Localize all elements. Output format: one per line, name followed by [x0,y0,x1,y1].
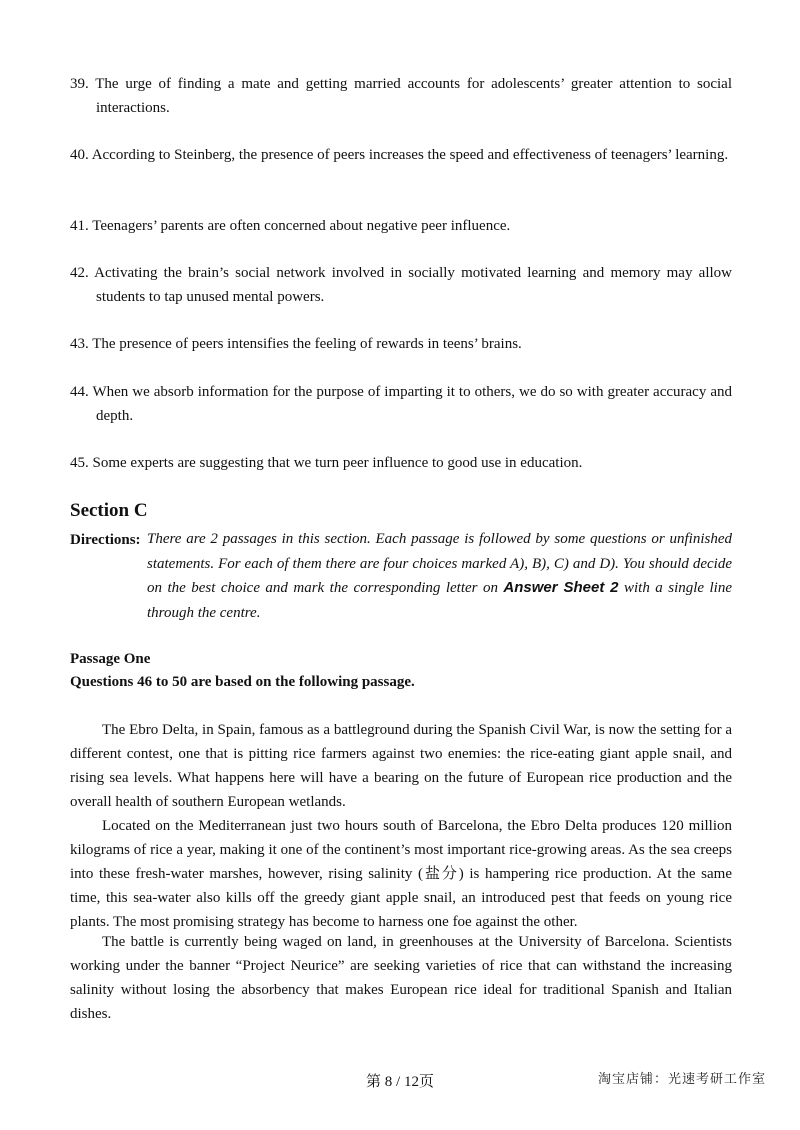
statement-39 [70,72,732,120]
statement-42 [70,261,732,309]
statement-number: 40. [70,147,89,163]
statement-text: The urge of finding a mate and getting married accounts for adolescents’ greater attention to social interactions. [95,76,732,116]
answer-sheet-label: Answer Sheet 2 [503,579,619,596]
statement-number: 41. [70,218,89,234]
shop-watermark: 淘宝店铺：光速考研工作室 [597,1072,766,1087]
statement-41 [70,214,732,238]
statement-45 [70,451,732,475]
section-title: Section C [70,500,148,521]
passage-questions-line: Questions 46 to 50 are based on the following passage. [70,674,415,690]
statement-43 [70,332,732,356]
passage-paragraph-2: Located on the Mediterranean just two hours south of Barcelona, the Ebro Delta produces 120 million kilograms of rice a year, making it one of the continent’s most important rice-growing areas. As the sea creeps into these fresh-water marshes, however, rising salinity (盐分) is hampering rice production. At the same time, this sea-water also kills off the greedy giant apple snail, an introduced pest that feeds on young rice plants. The most promising strategy has become to harness one foe against the other. [70,818,732,930]
statement-number: 44. [70,384,89,400]
statement-number: 45. [70,455,89,471]
statement-number: 43. [70,336,89,352]
statement-text: When we absorb information for the purpose of imparting it to others, we do so with greater accuracy and depth. [92,384,732,424]
statement-text: Some experts are suggesting that we turn peer influence to good use in education. [92,455,583,471]
statement-text: The presence of peers intensifies the feeling of rewards in teens’ brains. [92,336,522,352]
passage-title: Passage One [70,651,151,667]
passage-paragraph-3: The battle is currently being waged on land, in greenhouses at the University of Barcelona. Scientists working under the banner “Project Neurice” are seeking varieties of rice that can withstand the increasing salinity without losing the absorbency that makes European rice ideal for traditional Spanish and Italian dishes. [70,934,732,1022]
statement-text: According to Steinberg, the presence of peers increases the speed and effectiveness of teenagers’ learning. [91,147,729,163]
page-number: 第 8 / 12页 [366,1074,434,1090]
statement-number: 39. [70,76,89,92]
directions-end: with a single line through the centre. [147,580,733,621]
statement-text: Activating the brain’s social network involved in socially motivated learning and memory may allow students to tap unused mental powers. [94,265,732,305]
directions-text [147,527,732,625]
statement-44 [70,380,732,428]
directions-label: Directions: [70,532,141,548]
passage-paragraph-1: The Ebro Delta, in Spain, famous as a battleground during the Spanish Civil War, is now the setting for a different contest, one that is pitting rice farmers against two enemies: the rice-eating giant apple snail, and rising sea levels. What happens here will have a bearing on the future of European rice production and the overall health of southern European wetlands. [70,722,732,810]
directions-body: There are 2 passages in this section. Each passage is followed by some questions or unfinished statements. For each of them there are four choices marked A), B), C) and D). You should decide on the best choice and mark the corresponding letter on [147,531,732,596]
statement-number: 42. [70,265,89,281]
statement-40 [70,143,732,167]
statement-text: Teenagers’ parents are often concerned about negative peer influence. [92,218,511,234]
